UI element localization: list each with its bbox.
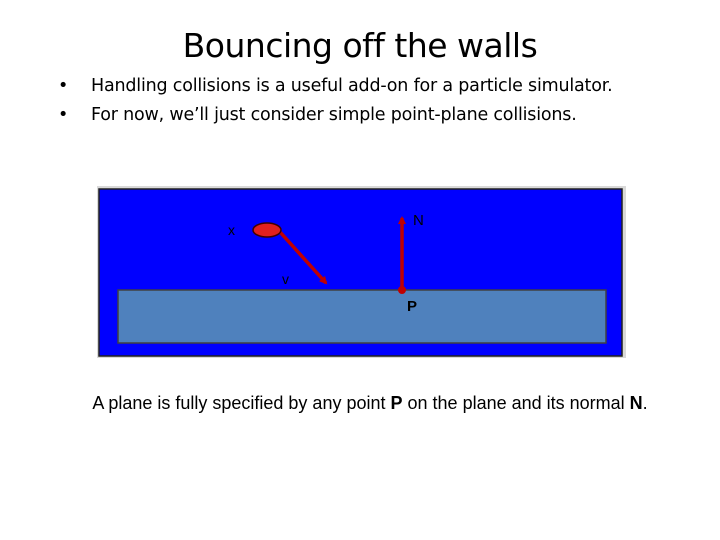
caption-normal-N: N <box>629 393 643 413</box>
caption-text-2: on the plane and its normal <box>402 393 630 413</box>
caption-point-P: P <box>390 393 403 413</box>
bullet-list <box>58 72 612 130</box>
bullet-dot: • <box>58 105 69 125</box>
label-P: P <box>407 298 418 315</box>
plane-point <box>398 286 406 294</box>
collision-diagram <box>97 186 626 358</box>
diagram-canvas <box>97 186 626 358</box>
caption <box>0 393 720 414</box>
label-x: x <box>228 222 235 238</box>
label-v: v <box>282 271 289 287</box>
bullet-dot: • <box>58 76 69 96</box>
particle <box>253 223 281 237</box>
bullet-item <box>58 72 612 101</box>
plane <box>118 290 606 343</box>
bullet-text: For now, we’ll just consider simple point-plane collisions. <box>91 105 577 125</box>
bullet-text: Handling collisions is a useful add-on for a particle simulator. <box>91 76 613 96</box>
caption-text-3: . <box>642 393 648 413</box>
bullet-item <box>58 101 612 130</box>
label-N: N <box>413 212 424 229</box>
caption-text-1: A plane is fully specified by any point <box>92 393 391 413</box>
slide-title: Bouncing off the walls <box>182 26 538 65</box>
